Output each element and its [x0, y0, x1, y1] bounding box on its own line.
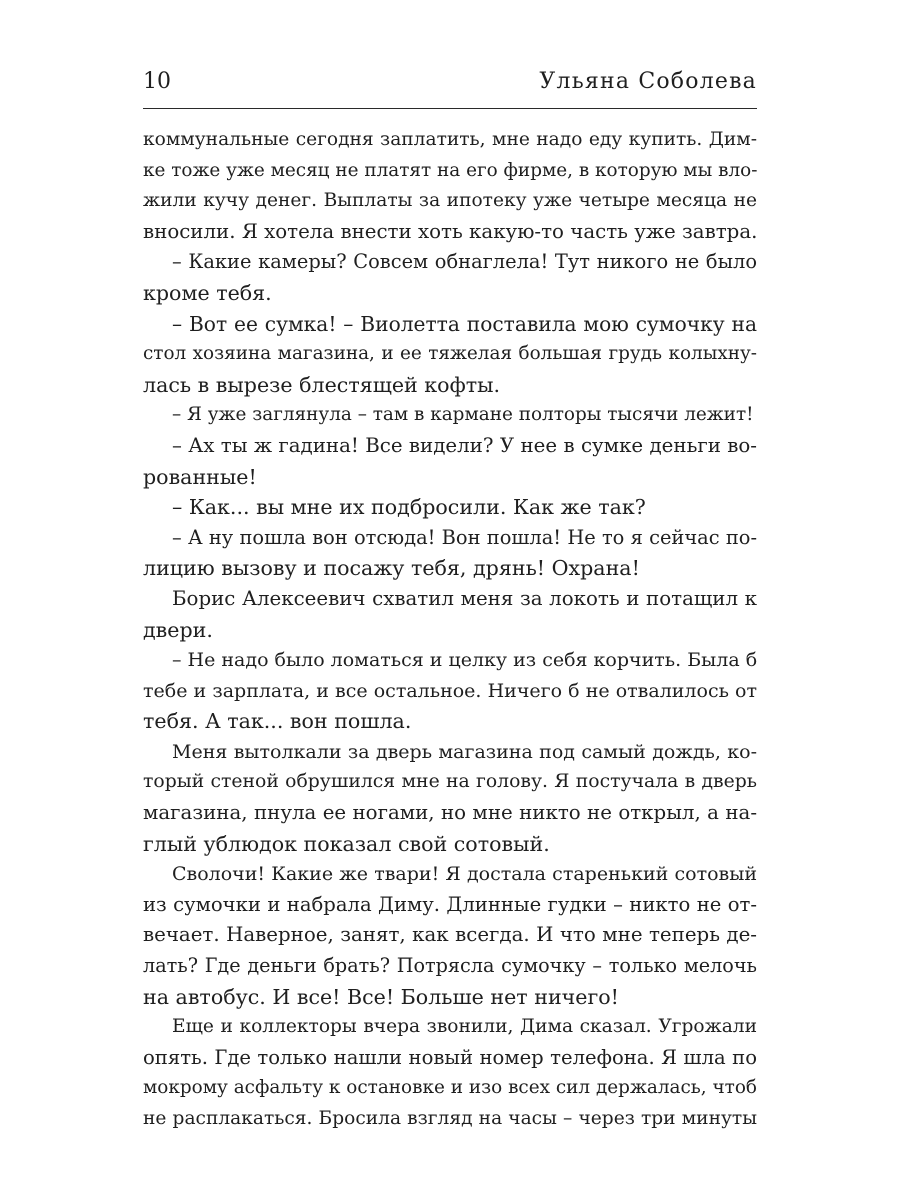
- text-line: опять. Где только нашли новый номер телефона. Я шла по: [143, 1045, 757, 1069]
- text-line: Борис Алексеевич схватил меня за локоть и потащил к: [172, 586, 757, 610]
- text-line: мокрому асфальту к остановке и изо всех сил держалась, чтоб: [143, 1077, 757, 1099]
- text-line: лать? Где деньги брать? Потрясла сумочку – только мелочь: [143, 954, 757, 978]
- text-line: кроме тебя.: [143, 280, 272, 305]
- text-line: тебе и зарплата, и все остальное. Ничего б не отвалилось от: [143, 679, 757, 702]
- text-line: вносили. Я хотела внести хоть какую-то часть уже завтра.: [143, 219, 758, 243]
- text-line: торый стеной обрушился мне на голову. Я постучала в дверь: [143, 771, 757, 793]
- text-line: из сумочки и набрала Диму. Длинные гудки – никто не от-: [143, 892, 757, 916]
- text-line: Еще и коллекторы вчера звонили, Дима сказал. Угрожали: [172, 1016, 757, 1038]
- text-line: глый ублюдок показал свой сотовый.: [143, 831, 550, 856]
- text-line: лась в вырезе блестящей кофты.: [143, 372, 501, 397]
- text-line: коммунальные сегодня заплатить, мне надо еду купить. Дим-: [143, 129, 757, 150]
- text-line: – А ну пошла вон отсюда! Вон пошла! Не то я сейчас по-: [172, 525, 757, 549]
- text-line: жили кучу денег. Выплаты за ипотеку уже четыре месяца не: [143, 190, 757, 212]
- text-line: магазина, пнула ее ногами, но мне никто не открыл, а на-: [143, 801, 757, 825]
- text-line: – Ах ты ж гадина! Все видели? У нее в сумке деньги во-: [172, 433, 757, 457]
- text-line: на автобус. И все! Все! Больше нет ничего!: [143, 984, 619, 1009]
- text-line: тебя. А так... вон пошла.: [143, 709, 412, 734]
- page-number: 10: [143, 69, 171, 94]
- text-line: лицию вызову и посажу тебя, дрянь! Охрана!: [143, 556, 640, 581]
- text-line: – Вот ее сумка! – Виолетта поставила мою сумочку на: [172, 311, 757, 336]
- text-line: рованные!: [143, 464, 257, 489]
- body-text: [143, 125, 757, 1135]
- text-line: не расплакаться. Бросила взгляд на часы – через три минуты: [143, 1108, 757, 1129]
- text-line: – Не надо было ломаться и целку из себя корчить. Была б: [172, 649, 758, 672]
- text-line: – Как... вы мне их подбросили. Как же так?: [172, 495, 646, 520]
- text-line: стол хозяина магазина, и ее тяжелая большая грудь колыхну-: [143, 343, 757, 365]
- text-line: ке тоже уже месяц не платят на его фирме, в которую мы вло-: [143, 159, 758, 181]
- text-line: – Я уже заглянула – там в кармане полторы тысячи лежит!: [172, 404, 754, 426]
- text-line: двери.: [143, 617, 213, 642]
- text-line: – Какие камеры? Совсем обнаглела! Тут никого не было: [172, 250, 757, 274]
- running-head-author: Ульяна Соболева: [539, 69, 757, 94]
- text-line: вечает. Наверное, занят, как всегда. И что мне теперь де-: [143, 923, 757, 947]
- text-line: Меня вытолкали за дверь магазина под самый дождь, ко-: [172, 740, 757, 763]
- text-line: Сволочи! Какие же твари! Я достала старенький сотовый: [172, 863, 757, 886]
- page-header: [143, 64, 757, 109]
